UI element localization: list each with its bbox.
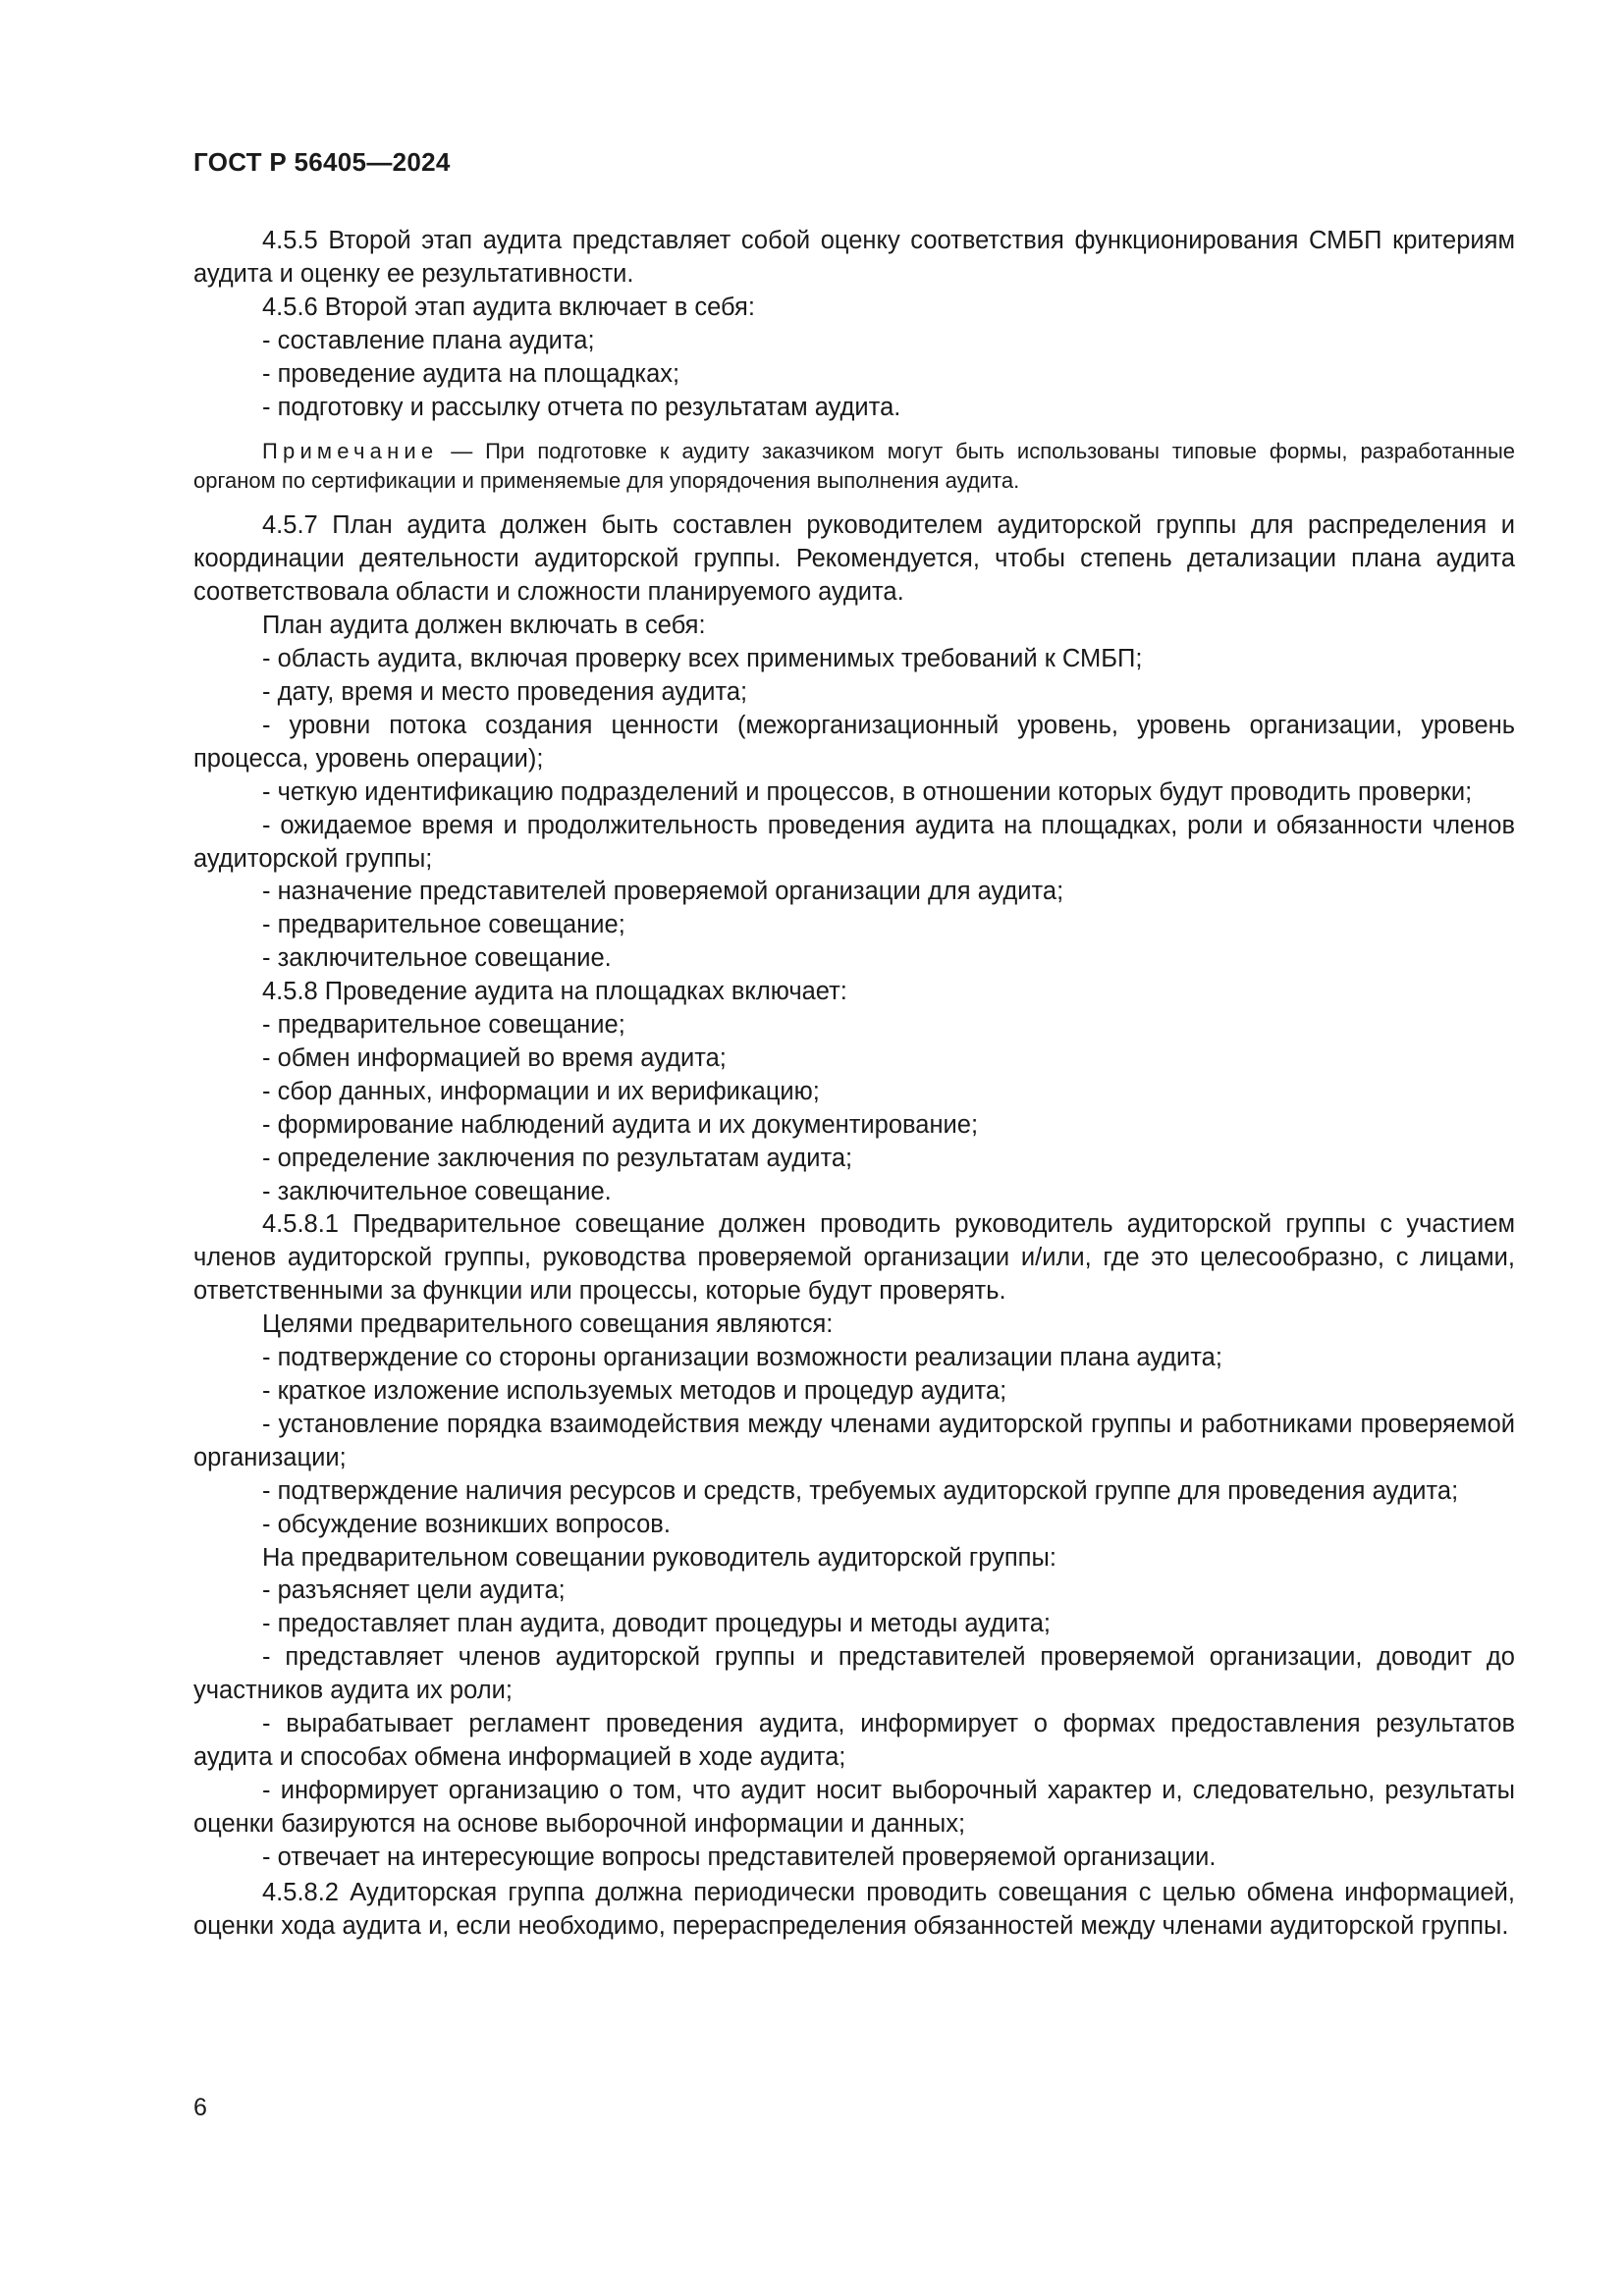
list-item: - назначение представителей проверяемой организации для аудита; [262, 878, 1064, 906]
note [193, 437, 1515, 496]
list-item: - установление порядка взаимодействия между членами аудиторской группы и работниками проверяемой организации; [193, 1410, 1515, 1471]
list-item: - представляет членов аудиторской группы и представителей проверяемой организации, доводит до участников аудита их роли; [193, 1643, 1515, 1705]
list-item: - разъясняет цели аудита; [262, 1576, 566, 1605]
list-item: - предварительное совещание; [262, 1011, 625, 1040]
list-item: - сбор данных, информации и их верификацию; [262, 1077, 820, 1105]
paragraph: 4.5.8.2 Аудиторская группа должна периодически проводить совещания с целью обмена информацией, оценки хода аудита и, если необходимо, перераспределения обязанностей между членами аудиторской группы. [193, 1878, 1515, 1940]
page-number: 6 [193, 2094, 207, 2121]
list-item: - формирование наблюдений аудита и их документирование; [262, 1110, 979, 1139]
paragraph: 4.5.7 План аудита должен быть составлен руководителем аудиторской группы для распределения и координации деятельности аудиторской группы. Рекомендуется, чтобы степень детализации плана аудита соответствовала области и сложности планируемого аудита. [193, 511, 1515, 607]
paragraph: 4.5.5 Второй этап аудита представляет собой оценку соответствия функционирования СМБП критериям аудита и оценку ее результативности. [193, 227, 1515, 288]
document-body [193, 225, 1515, 1943]
list-item: - заключительное совещание. [262, 944, 612, 973]
list-item: - подтверждение со стороны организации возможности реализации плана аудита; [262, 1344, 1222, 1372]
paragraph: План аудита должен включать в себя: [262, 612, 706, 640]
list-item: - предоставляет план аудита, доводит процедуры и методы аудита; [262, 1610, 1051, 1638]
list-item: - область аудита, включая проверку всех применимых требований к СМБП; [262, 645, 1143, 673]
list-item: - составление плана аудита; [262, 326, 595, 354]
list-item: - подготовку и рассылку отчета по результатам аудита. [262, 393, 901, 421]
paragraph: 4.5.8 Проведение аудита на площадках включает: [262, 978, 847, 1006]
list-item: - проведение аудита на площадках; [262, 359, 680, 388]
list-item: - отвечает на интересующие вопросы представителей проверяемой организации. [262, 1842, 1217, 1871]
list-item: - информирует организацию о том, что аудит носит выборочный характер и, следовательно, результаты оценки базируются на основе выборочной информации и данных; [193, 1776, 1515, 1838]
list-item: - определение заключения по результатам аудита; [262, 1144, 853, 1172]
list-item: - четкую идентификацию подразделений и процессов, в отношении которых будут проводить проверки; [262, 777, 1473, 806]
paragraph: 4.5.6 Второй этап аудита включает в себя: [262, 293, 755, 321]
document-code-header: ГОСТ Р 56405—2024 [193, 147, 451, 177]
list-item: - обсуждение возникших вопросов. [262, 1510, 671, 1538]
list-item: - заключительное совещание. [262, 1177, 612, 1205]
list-item: - обмен информацией во время аудита; [262, 1043, 727, 1072]
list-item: - краткое изложение используемых методов и процедур аудита; [262, 1377, 1007, 1405]
list-item: - уровни потока создания ценности (межорганизационный уровень, уровень организации, уровень процесса, уровень операции); [193, 711, 1515, 773]
paragraph: 4.5.8.1 Предварительное совещание должен проводить руководитель аудиторской группы с участием членов аудиторской группы, руководства проверяемой организации и/или, где это целесообразно, с лицами, ответственными за функции или процессы, которые будут проверять. [193, 1210, 1515, 1306]
paragraph: Целями предварительного совещания являются: [262, 1310, 834, 1339]
list-item: - вырабатывает регламент проведения аудита, информирует о формах предоставления результатов аудита и способах обмена информацией в ходе аудита; [193, 1710, 1515, 1771]
list-item: - подтверждение наличия ресурсов и средств, требуемых аудиторской группе для проведения аудита; [262, 1476, 1459, 1505]
list-item: - ожидаемое время и продолжительность проведения аудита на площадках, роли и обязанности членов аудиторской группы; [193, 811, 1515, 873]
list-item: - дату, время и место проведения аудита; [262, 677, 748, 706]
note-text: — При подготовке к аудиту заказчиком могут быть использованы типовые формы, разработанные органом по сертификации и применяемые для упорядочения выполнения аудита. [193, 439, 1515, 494]
list-item: - предварительное совещание; [262, 911, 625, 939]
paragraph: На предварительном совещании руководитель аудиторской группы: [262, 1543, 1056, 1572]
note-label: Примечание [262, 439, 439, 464]
